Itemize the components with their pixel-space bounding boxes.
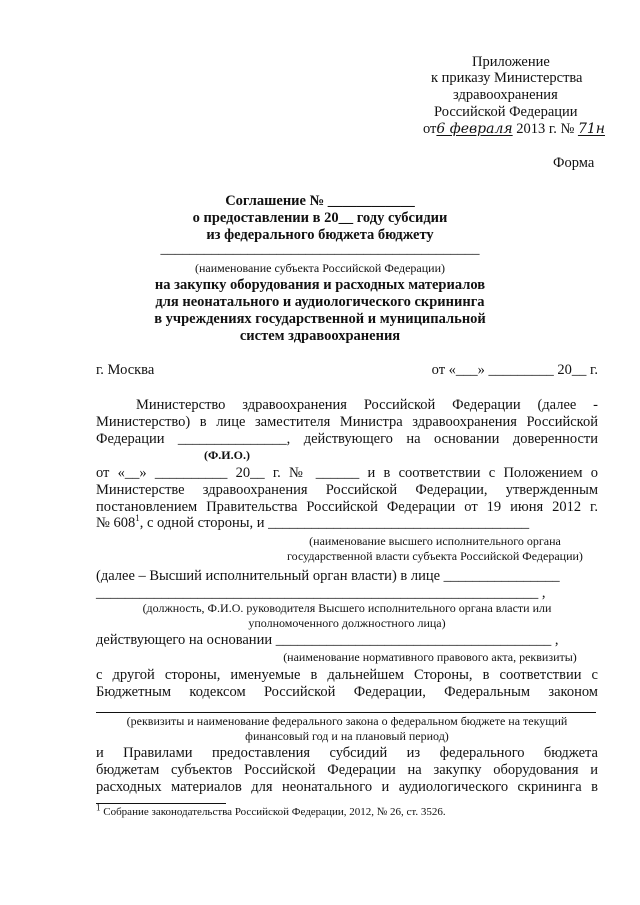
place: г. Москва (96, 362, 155, 378)
appendix-line-3: здравоохранения (453, 87, 558, 103)
position-hint-1: (должность, Ф.И.О. руководителя Высшего исполнительного органа власти или (142, 601, 552, 615)
body-p5-line-3: расходных материалов для неонатального и аудиологического скрининга в (96, 779, 598, 795)
body-p4-line-1: с другой стороны, именуемые в дальнейшем Стороны, в соответствии с (96, 667, 598, 683)
title-line-3: из федерального бюджета бюджету (206, 227, 434, 243)
handwritten-number: 71н (577, 121, 605, 137)
body-p4-line-2: Бюджетным кодексом Российской Федерации, Федеральным законом (96, 684, 598, 700)
footnote-text: Собрание законодательства Российской Федерации, 2012, № 26, ст. 3526. (103, 806, 446, 818)
body-p5-line-2: бюджетам субъектов Российской Федерации на закупку оборудования и (96, 762, 598, 778)
law-hint-1: (реквизиты и наименование федерального закона о федеральном бюджете на текущий (126, 714, 568, 728)
body-p3-line-1: действующего на основании ______________________________________ , (96, 632, 559, 648)
body-p2-line-1: (далее – Высший исполнительный орган власти) в лице ________________ (96, 568, 560, 584)
handwritten-date: 6 февраля (436, 121, 513, 137)
body-p1-line-7-rest: , с одной стороны, и ____________________________________ (139, 515, 530, 531)
law-hint-2: финансовый год и на плановый период) (245, 729, 449, 743)
form-label: Форма (553, 155, 595, 171)
appendix-year-text: 2013 г. № (516, 121, 575, 137)
footnote (96, 802, 446, 818)
body-p1-line-1: Министерство здравоохранения Российской Федерации (далее - (136, 397, 598, 413)
title-blank-line: ____________________________________________ (160, 241, 480, 257)
footnote-separator (96, 803, 226, 804)
body-p2-line-2: _____________________________________________________________ , (96, 585, 546, 601)
title-line-5: для неонатального и аудиологического скрининга (155, 294, 485, 310)
organ-hint-1: (наименование высшего исполнительного органа (309, 534, 561, 548)
title-line-6: в учреждениях государственной и муниципальной (154, 311, 486, 327)
position-hint-2: уполномоченного должностного лица) (248, 616, 446, 630)
appendix-line-4: Российской Федерации (434, 104, 578, 120)
body-p5-line-1: и Правилами предоставления субсидий из федерального бюджета (96, 745, 598, 761)
appendix-line-1: Приложение (472, 54, 550, 70)
title-line-4: на закупку оборудования и расходных материалов (154, 277, 486, 293)
title-line-2: о предоставлении в 20__ году субсидии (192, 210, 448, 226)
appendix-date-prefix: от (423, 121, 437, 137)
fio-hint: (Ф.И.О.) (204, 448, 250, 462)
law-blank-line (96, 712, 596, 713)
body-p1-line-3: Федерации _______________, действующего на основании доверенности (96, 431, 598, 447)
body-p1-line-7 (96, 515, 529, 532)
appendix-line-2: к приказу Министерства (431, 70, 583, 86)
act-hint: (наименование нормативного правового акта, реквизиты) (283, 650, 577, 664)
law-number: № 608 (96, 515, 136, 531)
body-p1-line-6: постановлением Правительства Российской Федерации от 19 июня 2012 г. (96, 499, 598, 515)
organ-hint-2: государственной власти субъекта Российской Федерации) (287, 549, 583, 563)
body-p1-line-4: от «__» __________ 20__ г. № ______ и в соответствии с Положением о (96, 465, 598, 481)
body-p1-line-2: Министерство) в лице заместителя Министра здравоохранения Российской (96, 414, 598, 430)
body-p1-line-5: Министерстве здравоохранения Российской Федерации, утвержденным (96, 482, 598, 498)
title-line-7: систем здравоохранения (239, 328, 401, 344)
title-line-1: Соглашение № ____________ (225, 193, 415, 209)
subject-hint: (наименование субъекта Российской Федерации) (194, 261, 446, 275)
footnote-ref: 1 (135, 513, 140, 524)
footnote-mark: 1 (96, 802, 101, 813)
date-template: от «___» _________ 20__ г. (431, 362, 598, 378)
appendix-date-line (423, 121, 605, 138)
